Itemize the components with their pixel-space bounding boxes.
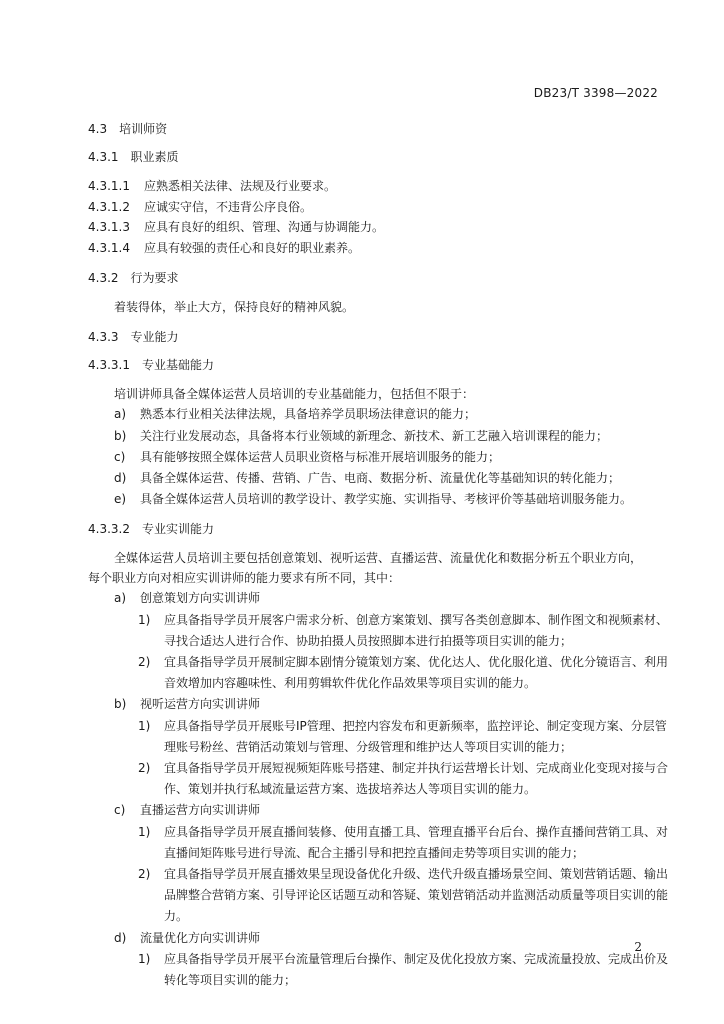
subsection-heading xyxy=(88,328,668,346)
sublist-item xyxy=(88,610,668,652)
clause-number: 4.3.1.4 xyxy=(88,240,130,255)
page-number: 2 xyxy=(634,940,642,954)
list-marker: d) xyxy=(114,470,127,485)
clause-number: 4.3.1.2 xyxy=(88,199,130,214)
sublist-marker: 2) xyxy=(138,761,151,776)
sublist-text: 应具备指导学员开展账号IP管理、把控内容发布和更新频率，监控评论、制定变现方案、分层管理账号粉丝、营销活动策划与管理、分级管理和维护达人等项目实训的能力； xyxy=(164,718,667,754)
sublist-text: 宜具备指导学员开展短视频矩阵账号搭建、制定并执行运营增长计划、完成商业化变现对接与合作、策划并执行私域流量运营方案、选拔培养达人等项目实训的能力。 xyxy=(164,761,669,797)
list-item xyxy=(88,694,668,715)
sublist-marker: 1) xyxy=(138,718,151,733)
section-title: 专业基础能力 xyxy=(141,358,214,373)
sublist-item xyxy=(88,652,668,694)
list-text: 直播运营方向实训讲师 xyxy=(140,803,261,818)
clause-item xyxy=(88,217,668,238)
section-title: 专业能力 xyxy=(130,330,179,345)
paragraph-line: 全媒体运营人员培训主要包括创意策划、视听运营、直播运营、流量优化和数据分析五个职业方向， xyxy=(114,551,643,566)
section-heading xyxy=(88,120,668,138)
subsection-heading xyxy=(88,148,668,166)
list-item xyxy=(88,468,668,489)
sublist-item xyxy=(88,716,668,758)
list-marker: a) xyxy=(114,407,127,422)
sublist-marker: 2) xyxy=(138,655,151,669)
sublist-item xyxy=(88,864,668,928)
paragraph: 着装得体，举止大方，保持良好的精神风貌。 xyxy=(114,300,355,315)
clause-number: 4.3.1.1 xyxy=(88,179,130,193)
list-item xyxy=(88,489,668,510)
list-marker: b) xyxy=(114,428,127,443)
sublist-marker: 1) xyxy=(138,824,151,839)
clause-heading xyxy=(88,356,668,374)
paragraph-line: 每个职业方向对相应实训讲师的能力要求有所不同，其中： xyxy=(88,571,401,586)
clause-list xyxy=(88,176,668,258)
section-number: 4.3.2 xyxy=(88,271,119,286)
sublist-text: 宜具备指导学员开展直播效果呈现设备优化升级、迭代升级直播场景空间、策划营销话题、输出品牌整合营销方案、引导评论区话题互动和答疑、策划营销活动并监测活动质量等项目实训的能力。 xyxy=(164,867,669,924)
sublist-text: 应具备指导学员开展平台流量管理后台操作、制定及优化投放方案、完成流量投放、完成出价及转化等项目实训的能力； xyxy=(164,951,669,988)
clause-heading xyxy=(88,520,668,538)
section-title: 专业实训能力 xyxy=(141,522,214,537)
section-title: 培训师资 xyxy=(119,122,168,136)
list-marker: c) xyxy=(114,449,126,464)
sublist-item xyxy=(88,949,668,991)
list-marker: b) xyxy=(114,697,127,712)
section-number: 4.3.3 xyxy=(88,330,119,345)
sublist-marker: 1) xyxy=(138,951,151,966)
clause-number: 4.3.1.3 xyxy=(88,220,130,235)
sublist-item xyxy=(88,758,668,800)
list-text: 熟悉本行业相关法律法规，具备培养学员职场法律意识的能力； xyxy=(140,407,477,422)
section-number: 4.3.1 xyxy=(88,150,119,164)
standard-code: DB23/T 3398—2022 xyxy=(533,86,658,100)
section-number: 4.3.3.2 xyxy=(88,522,130,537)
sublist-text: 宜具备指导学员开展制定脚本剧情分镜策划方案、优化达人、优化服化道、优化分镜语言、利用音效增加内容趣味性、利用剪辑软件优化作品效果等项目实训的能力。 xyxy=(164,655,669,691)
list-marker: a) xyxy=(114,591,127,606)
list-text: 具备全媒体运营、传播、营销、广告、电商、数据分析、流量优化等基础知识的转化能力； xyxy=(140,470,621,485)
section-number: 4.3 xyxy=(88,122,108,136)
list-text: 创意策划方向实训讲师 xyxy=(140,591,261,606)
list-item xyxy=(88,447,668,468)
list-text: 流量优化方向实训讲师 xyxy=(140,930,261,945)
page-content xyxy=(88,120,668,991)
clause-text: 应具有较强的责任心和良好的职业素养。 xyxy=(144,240,361,255)
list-item xyxy=(88,426,668,447)
sublist-item xyxy=(88,822,668,864)
list-text: 具备全媒体运营人员培训的教学设计、教学实施、实训指导、考核评价等基础培训服务能力。 xyxy=(140,492,633,507)
section-number: 4.3.3.1 xyxy=(88,358,130,373)
clause-item xyxy=(88,176,668,197)
clause-item xyxy=(88,238,668,259)
list-marker: e) xyxy=(114,492,127,507)
clause-text: 应诚实守信，不违背公序良俗。 xyxy=(144,199,313,214)
section-title: 行为要求 xyxy=(130,271,179,286)
subsection-heading xyxy=(88,269,668,287)
list-text: 视听运营方向实训讲师 xyxy=(140,697,261,712)
clause-item xyxy=(88,197,668,218)
sublist-marker: 2) xyxy=(138,867,151,882)
section-title: 职业素质 xyxy=(130,150,179,164)
list-item xyxy=(88,588,668,609)
list-item xyxy=(88,800,668,821)
list-marker: c) xyxy=(114,803,126,818)
sublist-text: 应具备指导学员开展客户需求分析、创意方案策划、撰写各类创意脚本、制作图文和视频素材、寻找合适达人进行合作、协助拍摄人员按照脚本进行拍摄等项目实训的能力； xyxy=(164,612,669,648)
list-marker: d) xyxy=(114,930,127,945)
sublist-marker: 1) xyxy=(138,612,151,627)
clause-text: 应具有良好的组织、管理、沟通与协调能力。 xyxy=(144,220,385,235)
sublist-text: 应具备指导学员开展直播间装修、使用直播工具、管理直播平台后台、操作直播间营销工具、对直播间矩阵账号进行导流、配合主播引导和把控直播间走势等项目实训的能力； xyxy=(164,824,669,860)
list-text: 具有能够按照全媒体运营人员职业资格与标准开展培训服务的能力； xyxy=(140,449,501,464)
list-item xyxy=(88,928,668,949)
list-text: 关注行业发展动态，具备将本行业领域的新理念、新技术、新工艺融入培训课程的能力； xyxy=(140,428,609,443)
list-item xyxy=(88,404,668,425)
clause-text: 应熟悉相关法律、法规及行业要求。 xyxy=(144,179,337,193)
paragraph: 培训讲师具备全媒体运营人员培训的专业基础能力，包括但不限于： xyxy=(114,387,475,402)
